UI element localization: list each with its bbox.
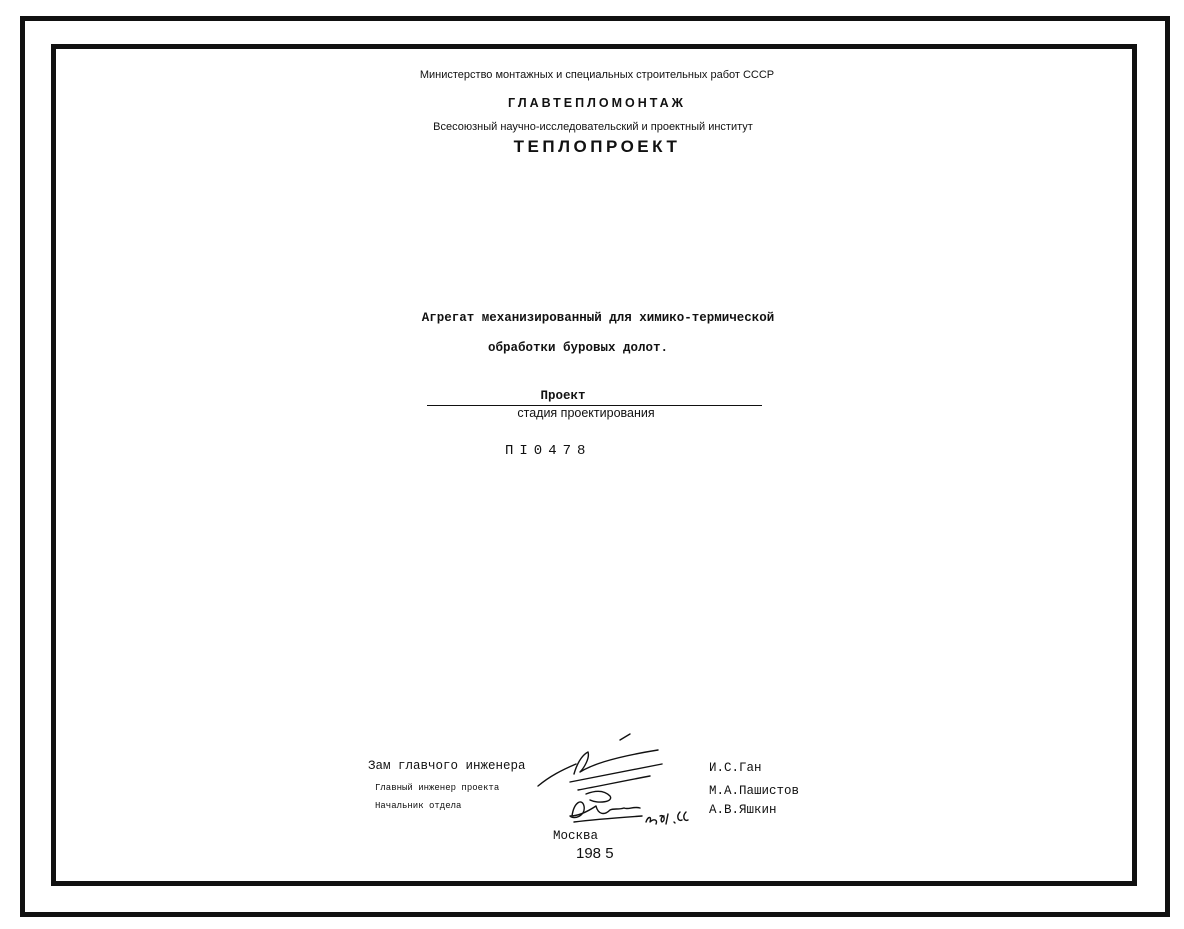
document-code: ПI0478	[505, 443, 592, 459]
year: 198 5	[576, 845, 614, 862]
signatory-name-3: А.В.Яшкин	[709, 803, 777, 817]
city-name: Москва	[553, 829, 599, 843]
institute-description: Всесоюзный научно-исследовательский и проектный институт	[433, 121, 753, 133]
signatory-name-2: М.А.Пашистов	[709, 784, 800, 798]
role-department-head: Начальник отдела	[375, 801, 462, 811]
signatory-name-1: И.С.Ган	[709, 761, 762, 775]
design-stage-value: Проект	[540, 389, 586, 403]
ministry-name: Министерство монтажных и специальных строительных работ СССР	[419, 69, 775, 81]
institute-name: ТЕПЛОПРОЕКТ	[513, 137, 681, 156]
role-deputy-chief-engineer: Зам главчого инженера	[368, 759, 526, 773]
document-title-line1: Агрегат механизированный для химико-термической	[421, 311, 775, 325]
handwritten-signatures	[530, 724, 700, 834]
role-chief-project-engineer: Главный инженер проекта	[375, 783, 500, 793]
document-title-line2: обработки буровых долот.	[487, 341, 669, 355]
glavk-name: ГЛАВТЕПЛОМОНТАЖ	[508, 96, 686, 110]
design-stage-caption: стадия проектирования	[517, 406, 655, 420]
